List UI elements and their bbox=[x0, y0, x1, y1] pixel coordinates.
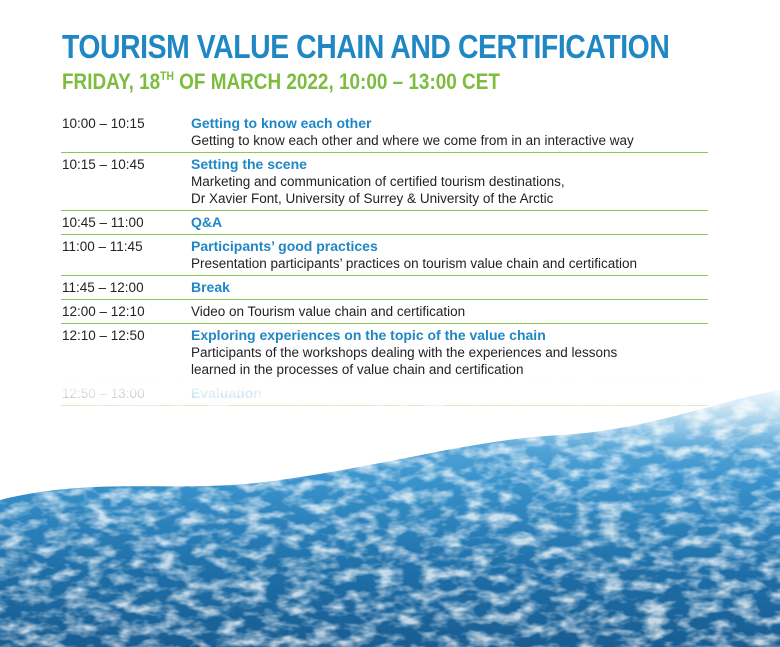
agenda-description: Video on Tourism value chain and certification bbox=[191, 304, 466, 319]
agenda-topic: Participants’ good practices bbox=[191, 238, 378, 254]
agenda-time: 10:15 – 10:45 bbox=[62, 157, 145, 172]
agenda-topic: Break bbox=[191, 279, 230, 295]
event-date: FRIDAY, 18TH OF MARCH 2022, 10:00 – 13:00 CET bbox=[62, 69, 500, 94]
ocean-waves-image bbox=[0, 380, 780, 647]
agenda-topic: Getting to know each other bbox=[191, 115, 372, 131]
agenda-row bbox=[61, 235, 708, 276]
agenda-row bbox=[61, 276, 708, 300]
agenda-description: Participants of the workshops dealing with the experiences and lessons bbox=[191, 345, 618, 360]
agenda-time: 12:00 – 12:10 bbox=[62, 304, 145, 319]
agenda-description: Dr Xavier Font, University of Surrey & University of the Arctic bbox=[191, 191, 554, 206]
agenda-time: 11:00 – 11:45 bbox=[62, 239, 143, 254]
agenda-row bbox=[61, 211, 708, 235]
agenda-topic: Q&A bbox=[191, 214, 223, 230]
agenda-topic: Setting the scene bbox=[191, 156, 307, 172]
agenda-row bbox=[61, 112, 708, 153]
agenda-row bbox=[61, 324, 708, 382]
agenda-time: 12:10 – 12:50 bbox=[62, 328, 145, 343]
agenda-time: 10:00 – 10:15 bbox=[62, 116, 145, 131]
agenda-time: 10:45 – 11:00 bbox=[62, 215, 144, 230]
agenda-time: 11:45 – 12:00 bbox=[62, 280, 144, 295]
agenda-description: learned in the processes of value chain and certification bbox=[191, 362, 524, 377]
agenda-row bbox=[61, 300, 708, 324]
agenda-row bbox=[61, 153, 708, 211]
page-title: TOURISM VALUE CHAIN AND CERTIFICATION bbox=[62, 28, 670, 65]
agenda-table bbox=[61, 112, 708, 406]
agenda-topic: Exploring experiences on the topic of the value chain bbox=[191, 327, 546, 343]
agenda-description: Marketing and communication of certified tourism destinations, bbox=[191, 174, 565, 189]
agenda-description: Getting to know each other and where we come from in an interactive way bbox=[191, 133, 634, 148]
agenda-description: Presentation participants’ practices on tourism value chain and certification bbox=[191, 256, 637, 271]
